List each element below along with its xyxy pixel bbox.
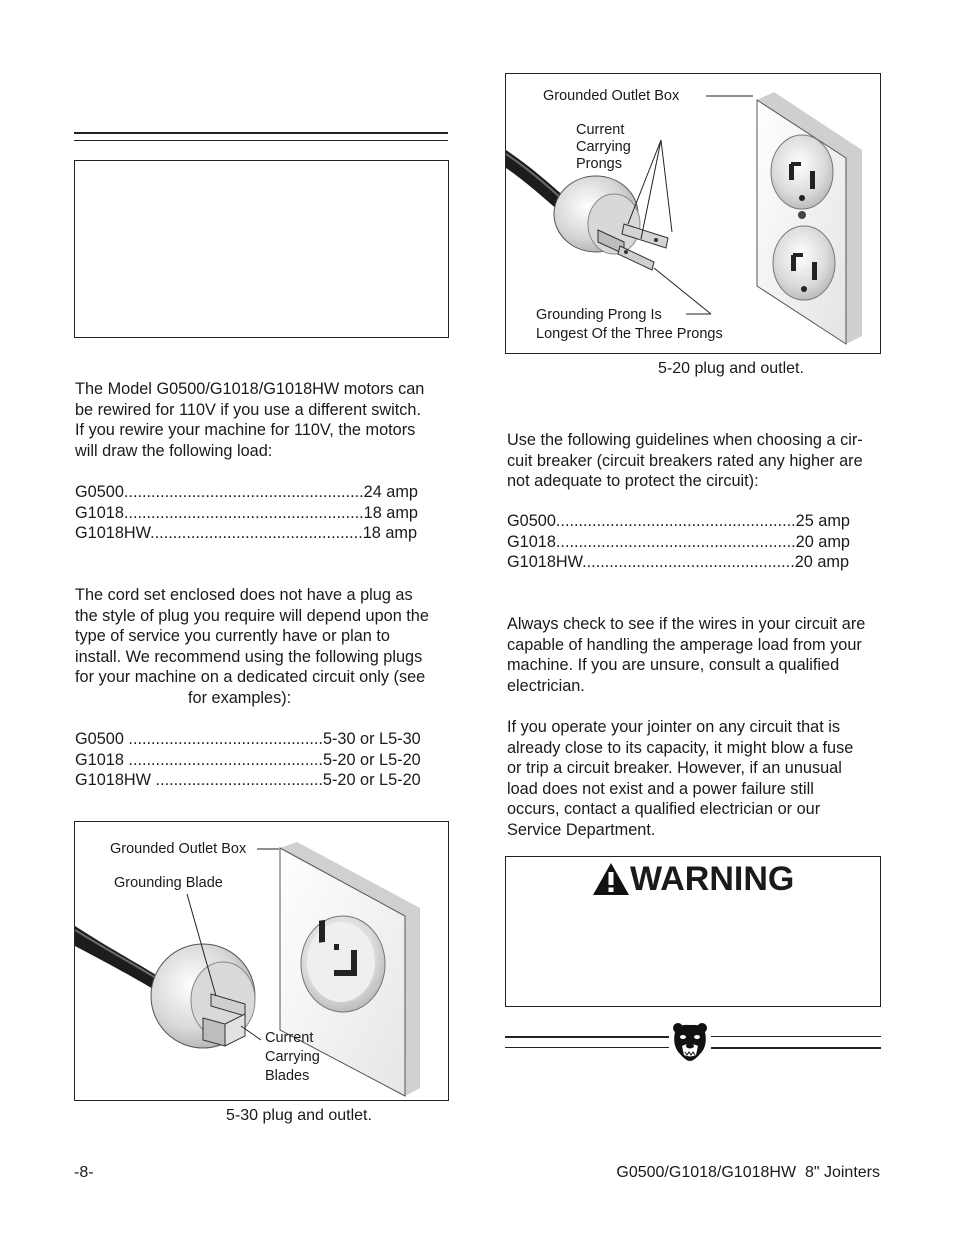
load-spec-row: G0500.....................................................24 amp — [75, 483, 418, 501]
plug-spec-row: G0500 ...........................................5-30 or L5-30 — [75, 730, 421, 748]
warning-triangle-icon — [592, 862, 630, 896]
plug-spec-list — [75, 729, 455, 791]
bottom-rule-right-thick — [711, 1047, 881, 1049]
plug-530-illustration — [75, 822, 447, 1099]
figure-caption-5-20: 5-20 plug and outlet. — [658, 360, 804, 377]
page-number: -8- — [74, 1164, 94, 1181]
load-spec-row: G1018.....................................................18 amp — [75, 503, 418, 522]
plug-spec-row: G1018HW .....................................5-20 or L5-20 — [75, 771, 421, 790]
notice-box — [74, 160, 449, 338]
label-prongs-3: Prongs — [576, 156, 622, 172]
check-paragraph: Always check to see if the wires in your circuit are capable of handling the amperage load from your machine. If you are unsure, consult a qualified electrician. — [507, 615, 866, 695]
breaker-spec-list — [507, 511, 887, 573]
bottom-rule-left-thin — [505, 1047, 669, 1048]
doc-title: G0500/G1018/G1018HW 8" Jointers — [616, 1164, 880, 1181]
warning-header — [592, 859, 794, 899]
cord-paragraph: The cord set enclosed does not have a plug as the style of plug you require will depend upon the type of service you currently have or plan to install. We recommend using the following plugs for your machine on a dedicated circuit only (see for examples): — [75, 586, 429, 707]
label-outlet-box-520: Grounded Outlet Box — [543, 88, 680, 104]
label-prongs-1: Current — [576, 122, 625, 138]
section-rule-thin — [74, 140, 448, 141]
load-spec-list — [75, 482, 455, 544]
capacity-paragraph: If you operate your jointer on any circuit that is already close to its capacity, it might blow a fuse or trip a circuit breaker. However, if an unusual load does not exist and a power failure still occurs, contact a qualified electrician or our Service Department. — [507, 718, 854, 839]
figure-5-20 — [505, 73, 881, 354]
label-prongs-2: Carrying — [576, 139, 631, 155]
figure-5-30 — [74, 821, 449, 1101]
breaker-spec-row: G1018HW...............................................20 amp — [507, 553, 850, 572]
label-grounding-prong-1: Grounding Prong Is — [536, 307, 662, 323]
load-spec-row: G1018HW...............................................18 amp — [75, 524, 418, 543]
rewire-paragraph: The Model G0500/G1018/G1018HW motors can be rewired for 110V if you use a different switch. If you rewire your machine for 110V, the motors will draw the following load: — [75, 380, 425, 460]
label-current-3: Blades — [265, 1068, 310, 1084]
label-grounding-prong-2: Longest Of the Three Prongs — [536, 326, 723, 342]
breaker-spec-row: G0500.....................................................25 amp — [507, 512, 850, 530]
plug-520-illustration — [506, 74, 879, 352]
label-current-1: Current — [265, 1030, 314, 1046]
label-current-2: Carrying — [265, 1049, 320, 1065]
breaker-paragraph: Use the following guidelines when choosing a cir- cuit breaker (circuit breakers rated any higher are not adequate to protect the circuit): — [507, 431, 863, 491]
bottom-rule-left — [505, 1036, 669, 1038]
plug-spec-row: G1018 ...........................................5-20 or L5-20 — [75, 750, 421, 769]
label-grounding-blade: Grounding Blade — [114, 875, 223, 891]
figure-caption-5-30: 5-30 plug and outlet. — [226, 1107, 372, 1124]
breaker-spec-row: G1018.....................................................20 amp — [507, 532, 850, 551]
warning-word: WARNING — [630, 859, 795, 898]
grizzly-bear-logo-icon — [672, 1022, 708, 1062]
warning-box — [505, 856, 881, 1007]
section-rule — [74, 132, 448, 134]
label-outlet-box: Grounded Outlet Box — [110, 841, 247, 857]
bottom-rule-right — [711, 1036, 881, 1037]
